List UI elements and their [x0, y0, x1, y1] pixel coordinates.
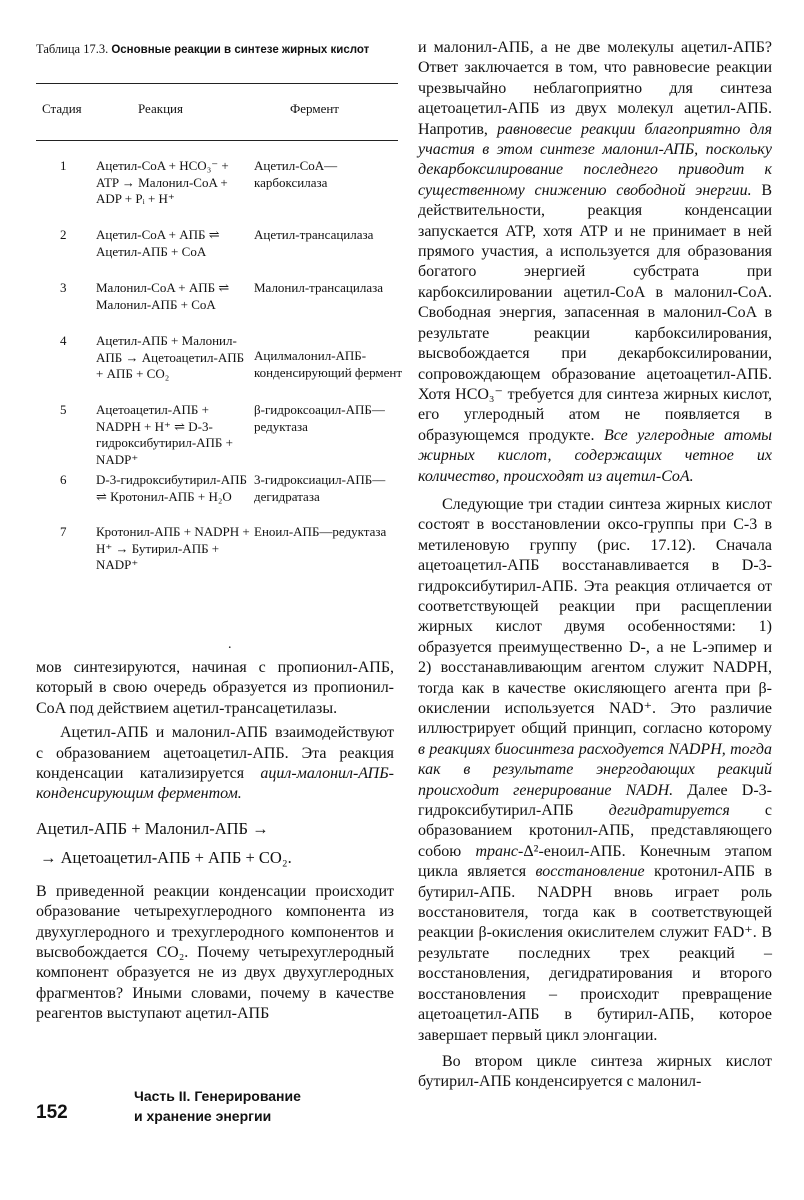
right-column [418, 38, 772, 1093]
table-caption [36, 40, 396, 59]
right-paragraph-1-emphasis-b: Все углеродные атомы жирных кислот, содержащих четное их количество, происходят из ацетил-CoA. [418, 426, 772, 485]
left-paragraph-2-emphasis: ацил-малонил-АПБ-конденсирующим ферментом. [36, 765, 394, 803]
left-column [36, 658, 394, 1025]
table-row-3-enzyme: Малонил-трансацилаза [254, 280, 384, 295]
table-row-5-stage: 5 [60, 402, 67, 417]
table-row-5-reaction: Ацетоацетил-АПБ + NADPH + H⁺ ⇌ D-3-гидроксибутирил-АПБ + NADP⁺ [96, 402, 233, 467]
running-footer-line-2: и хранение энергии [134, 1108, 272, 1124]
table-row-3-reaction: Малонил-CoA + АПБ ⇌ Малонил-АПБ + CoA [96, 280, 230, 312]
stray-dot: . [228, 637, 232, 652]
equation-line-1: Ацетил-АПБ + Малонил-АПБ → [36, 818, 269, 838]
table-row-7-enzyme: Еноил-АПБ—редуктаза [254, 524, 387, 539]
left-paragraph-2 [36, 723, 394, 805]
table-row-4-enzyme: Ацилмалонил-АПБ-конденсирующий фермент [254, 348, 403, 380]
right-paragraph-2-emphasis-a: в реакциях биосинтеза расходуется NADPH, тогда как в результате энергодающих реакций происходит генерирование NADH. [418, 740, 772, 799]
right-paragraph-1 [418, 38, 772, 487]
page-number: 152 [36, 1102, 68, 1123]
left-paragraph-1: мов синтезируются, начиная с пропионил-АПБ, который в свою очередь образуется из пропионил-CoA под действием ацетил-трансацетилазы. [36, 659, 394, 717]
table-row-2-enzyme: Ацетил-трансацилаза [254, 227, 374, 242]
table-header-rule [36, 140, 398, 141]
right-paragraph-2-text-b: Далее D-3-гидроксибутирил-АПБ [418, 781, 772, 820]
right-paragraph-2-emphasis-d: восстановление [535, 863, 645, 881]
table-row-4-reaction: Ацетил-АПБ + Малонил-АПБ → Ацетоацетил-АПБ + АПБ + CO₂ [96, 333, 245, 382]
table-caption-title: Основные реакции в синтезе жирных кислот [111, 44, 370, 56]
table-row-2-stage: 2 [60, 227, 67, 242]
right-paragraph-2-text-e: кротонил-АПБ в бутирил-АПБ. NADPH вновь играет роль восстановителя, тогда как в соответствующей реакции β-окисления окислителем служит FAD⁺. В результате последних трех реакций – восстановления, дегидратирования и второго восстановления – происходит превращение ацетоацетил-АПБ в бутирил-АПБ, которое завершает первый цикл элонгации. [418, 863, 773, 1044]
table-row-2-reaction: Ацетил-CoA + АПБ ⇌ Ацетил-АПБ + CoA [96, 227, 220, 259]
right-paragraph-2-text-a: Следующие три стадии синтеза жирных кислот состоят в восстановлении оксо-группы при C-3 в метиленовую группу (рис. 17.12). Сначала ацетоацетил-АПБ восстанавливается в D-3-гидроксибутирил-АПБ. Эта реакция отличается от соответствующей реакции при расщеплении жирных кислот двумя особенностями: 1) образуется преимущественно D-, а не L-эпимер и 2) восстанавливающим агентом служит NADPH, тогда как в качестве окисляющего агента при β-окислении используется NAD⁺. Это различие иллюстрирует общий принцип, согласно которому [418, 495, 772, 738]
right-paragraph-1-text-b: В действительности, реакция конденсации запускается ATP, хотя ATP и не принимает в ней прямого участия, а используется для образования богатого энергией субстрата при карбоксилировании ацетил-CoA в малонил-CoA. Свободная энергия, запасенная в малонил-CoA в результате реакции карбоксилирования, высвобождается при декарбоксилировании, сопровождающем образование ацетоацетил-АПБ. Хотя HCO₃⁻ требуется для синтеза жирных кислот, его углеродный атом не появляется в образующемся продукте. [418, 181, 772, 444]
right-paragraph-2-emphasis-b: дегидратируется [608, 802, 730, 820]
right-paragraph-1-emphasis-a: равновесие реакции благоприятно для участия в этом синтезе малонил-АПБ, поскольку декарбоксилирование последнего приводит к существенному снижению свободной энергии. [418, 120, 773, 199]
table-row-1-reaction: Ацетил-CoA + HCO₃⁻ + ATP → Малонил-CoA + ADP + Pᵢ + H⁺ [96, 158, 229, 207]
table-header-enzyme: Фермент [290, 101, 339, 116]
table-caption-prefix: Таблица 17.3. [36, 42, 109, 56]
right-paragraph-2-text-d: -Δ²-еноил-АПБ. Конечным этапом цикла является [418, 842, 773, 881]
table-row-6-enzyme: 3-гидроксиацил-АПБ—дегидратаза [254, 472, 386, 504]
table-header-stage: Стадия [42, 101, 82, 116]
left-paragraph-3: В приведенной реакции конденсации происходит образование четырехуглеродного компонента из двухуглеродного и трехуглеродного компонентов и высвобождается CO₂. Почему четырехуглеродный компонент образуется не из двух двухуглеродных фрагментов? Иными словами, почему в качестве реагентов выступают ацетил-АПБ [36, 882, 394, 1023]
table-row-6-stage: 6 [60, 472, 67, 487]
equation-line-2: → Ацетоацетил-АПБ + АПБ + CO₂. [40, 847, 292, 867]
table-row-7-reaction: Кротонил-АПБ + NADPH + H⁺ → Бутирил-АПБ + NADP⁺ [96, 524, 250, 573]
running-footer [134, 1086, 394, 1126]
table-row-4-stage: 4 [60, 333, 67, 348]
table-header-reaction: Реакция [138, 101, 183, 116]
right-paragraph-2 [418, 495, 772, 1046]
right-paragraph-2-emphasis-c: транс [475, 842, 519, 860]
left-paragraph-2-text: Ацетил-АПБ и малонил-АПБ взаимодействуют с образованием ацетоацетил-АПБ. Эта реакция конденсации катализируется [36, 724, 394, 783]
table-row-6-reaction: D-3-гидроксибутирил-АПБ ⇌ Кротонил-АПБ + H₂O [96, 472, 247, 504]
right-paragraph-3: Во втором цикле синтеза жирных кислот бутирил-АПБ конденсируется с малонил- [418, 1052, 772, 1091]
table-row-7-stage: 7 [60, 524, 67, 539]
right-paragraph-1-text-a: и малонил-АПБ, а не две молекулы ацетил-АПБ? Ответ заключается в том, что равновесие реакции чрезвычайно неблагоприятно для синтеза ацетоацетил-АПБ из двух молекул ацетил-АПБ. Напротив, [418, 39, 772, 138]
table-row-3-stage: 3 [60, 280, 67, 295]
right-paragraph-2-text-c: с образованием кротонил-АПБ, представляющего собою [418, 802, 773, 860]
table-row-1-stage: 1 [60, 158, 67, 173]
table-row-1-enzyme: Ацетил-CoA—карбоксилаза [254, 158, 338, 190]
running-footer-line-1: Часть II. Генерирование [134, 1088, 301, 1104]
table-top-rule [36, 83, 398, 84]
table-row-5-enzyme: β-гидроксоацил-АПБ—редуктаза [254, 402, 385, 434]
